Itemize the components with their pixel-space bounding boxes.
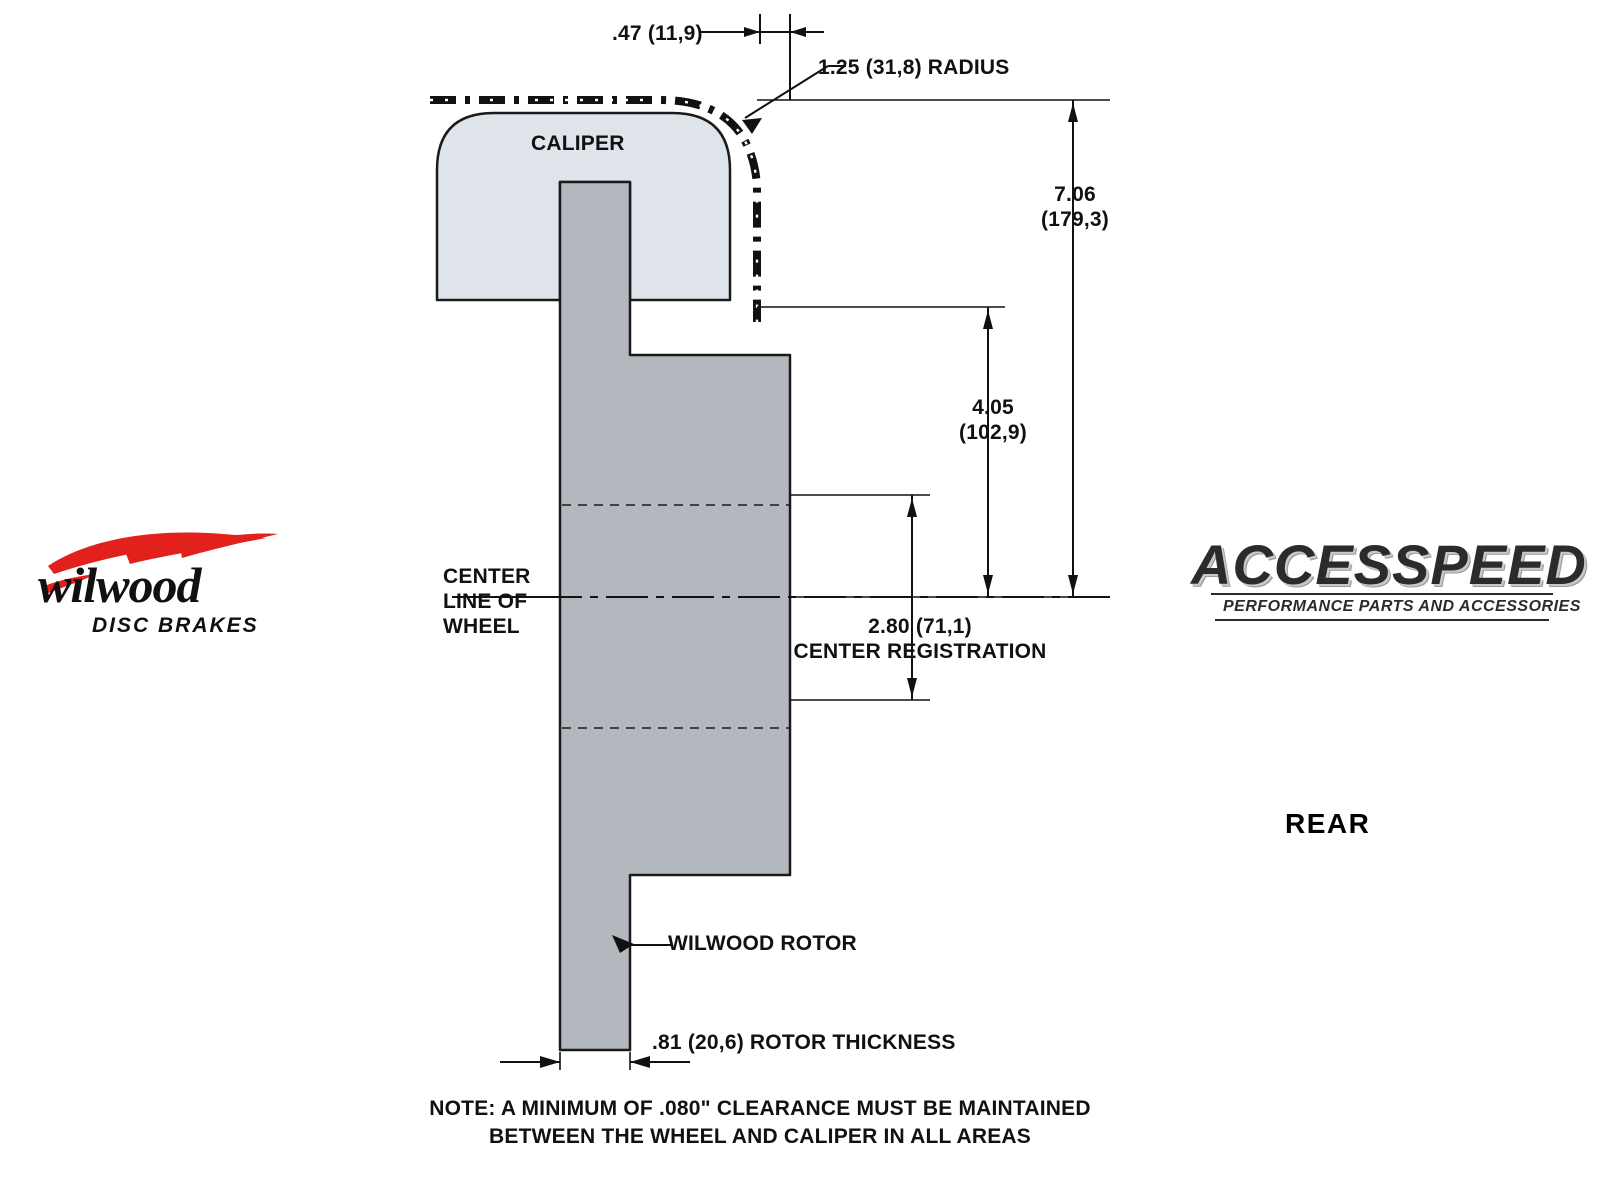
- rotor-callout-label: WILWOOD ROTOR: [668, 932, 857, 955]
- accesspeed-logo: [1185, 520, 1587, 640]
- radius-leader-line: [745, 66, 828, 118]
- clearance-note: NOTE: A MINIMUM OF .080" CLEARANCE MUST BE MAINTAINED BETWEEN THE WHEEL AND CALIPER IN ALL AREAS: [429, 1097, 1091, 1149]
- dim-280-arrow-bottom: [907, 678, 917, 697]
- dim-405-arrow-bottom: [983, 575, 993, 594]
- dim-706-arrow-bottom: [1068, 575, 1078, 594]
- dim-label-top-offset: .47 (11,9): [612, 22, 703, 45]
- center-registration-label: 2.80 (71,1) CENTER REGISTRATION: [793, 615, 1047, 663]
- dim-thickness-arrow-right: [630, 1056, 650, 1068]
- dim-label-rotor-thickness: .81 (20,6) ROTOR THICKNESS: [652, 1031, 956, 1054]
- dim-405-arrow-top: [983, 310, 993, 329]
- accesspeed-tagline: PERFORMANCE PARTS AND ACCESSORIES: [1223, 598, 1581, 615]
- dim-label-upper-height: 4.05 (102,9): [959, 396, 1027, 444]
- caliper-label: CALIPER: [531, 132, 625, 155]
- dim-label-overall-height: 7.06 (179,3): [1041, 183, 1109, 231]
- radius-leader-arrow: [742, 118, 762, 134]
- centerline-label: CENTER LINE OF WHEEL: [443, 565, 531, 638]
- wilwood-logo: [30, 520, 330, 650]
- dim-047-arrow-right: [790, 27, 806, 37]
- dim-280-arrow-top: [907, 498, 917, 517]
- dim-thickness-arrow-left: [540, 1056, 560, 1068]
- wilwood-tagline: DISC BRAKES: [92, 614, 259, 637]
- dim-047-arrow-left: [744, 27, 760, 37]
- rear-label: REAR: [1285, 808, 1371, 839]
- dim-label-radius: 1.25 (31,8) RADIUS: [818, 56, 1010, 79]
- accesspeed-wordmark: ACCESSPEED: [1191, 533, 1587, 596]
- wilwood-wordmark: wilwood: [38, 557, 201, 613]
- dim-706-arrow-top: [1068, 103, 1078, 122]
